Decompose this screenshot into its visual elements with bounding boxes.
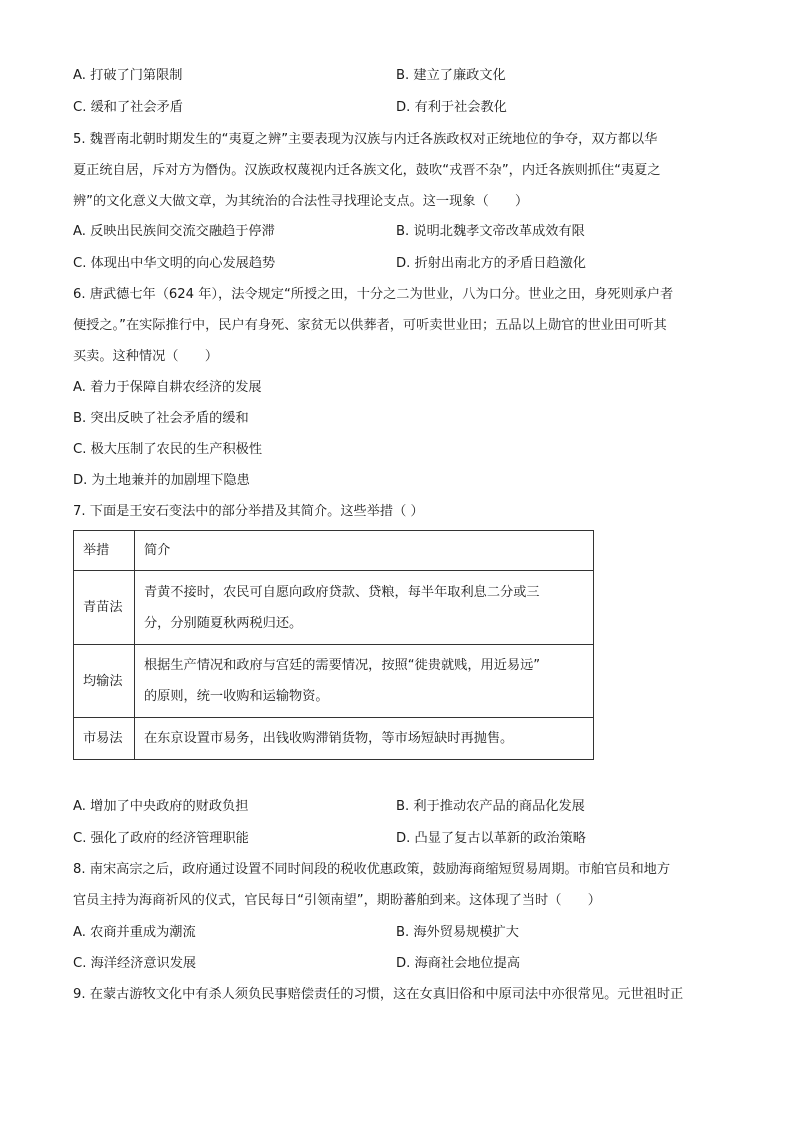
q8-option-d: D. 海商社会地位提高 [396, 956, 521, 971]
q8-stem-line: 官员主持为海商祈风的仪式，官民每日“引领南望”，期盼蕃舶到来。这体现了当时（ ） [73, 893, 601, 908]
measure-name: 青苗法 [74, 571, 135, 645]
description-line: 的原则，统一收购和运输物资。 [144, 689, 329, 704]
q5-option-c: C. 体现出中华文明的向心发展趋势 [73, 256, 276, 271]
reform-measures-table [73, 530, 594, 760]
q7-stem: 7. 下面是王安石变法中的部分举措及其简介。这些举措（ ） [73, 504, 424, 519]
q6-option-b: B. 突出反映了社会矛盾的缓和 [73, 411, 249, 426]
table-row [74, 571, 594, 645]
description-line: 根据生产情况和政府与宫廷的需要情况，按照“徙贵就贱，用近易远” [144, 658, 541, 673]
q4-option-a: A. 打破了门第限制 [73, 68, 183, 83]
table-header-cell: 简介 [135, 531, 594, 571]
measure-description [135, 571, 594, 645]
q7-option-a: A. 增加了中央政府的财政负担 [73, 799, 249, 814]
q6-stem-line: 便授之。”在实际推行中，民户有身死、家贫无以供葬者，可听卖世业田；五品以上勋官的世业田可听其 [73, 318, 667, 333]
q5-option-a: A. 反映出民族间交流交融趋于停滞 [73, 224, 275, 239]
q6-option-a: A. 着力于保障自耕农经济的发展 [73, 380, 262, 395]
q5-option-b: B. 说明北魏孝文帝改革成效有限 [396, 224, 585, 239]
measure-name: 市易法 [74, 718, 135, 760]
q9-stem-line: 9. 在蒙古游牧文化中有杀人须负民事赔偿责任的习惯，这在女真旧俗和中原司法中亦很常见。元世祖时正 [73, 987, 684, 1002]
q6-option-c: C. 极大压制了农民的生产积极性 [73, 442, 263, 457]
measure-description [135, 718, 594, 760]
description-line: 在东京设置市易务，出钱收购滞销货物，等市场短缺时再抛售。 [144, 731, 514, 746]
q7-option-b: B. 利于推动农产品的商品化发展 [396, 799, 585, 814]
description-line: 分，分别随夏秋两税归还。 [144, 615, 303, 631]
q4-option-d: D. 有利于社会教化 [396, 100, 507, 115]
table-header-cell: 举措 [74, 531, 135, 571]
q8-option-b: B. 海外贸易规模扩大 [396, 925, 519, 940]
q7-option-c: C. 强化了政府的经济管理职能 [73, 831, 249, 846]
table-header-row [74, 531, 594, 571]
measure-name: 均输法 [74, 645, 135, 718]
q6-stem-line: 6. 唐武德七年（624 年），法令规定“所授之田，十分之二为世业，八为口分。世业之田，身死则承户者 [73, 287, 674, 302]
table-row [74, 645, 594, 718]
q5-stem-line: 夏正统自居，斥对方为僭伪。汉族政权蔑视内迁各族文化，鼓吹“戎晋不杂”，内迁各族则抓住“夷夏之 [73, 163, 661, 178]
measure-description [135, 645, 594, 718]
q8-option-a: A. 农商并重成为潮流 [73, 925, 196, 940]
table-row [74, 718, 594, 760]
q5-stem-line: 辨”的文化意义大做文章，为其统治的合法性寻找理论支点。这一现象（ ） [73, 194, 529, 209]
q8-stem-line: 8. 南宋高宗之后，政府通过设置不同时间段的税收优惠政策，鼓励海商缩短贸易周期。市舶官员和地方 [73, 862, 671, 877]
q8-option-c: C. 海洋经济意识发展 [73, 956, 197, 971]
q4-option-c: C. 缓和了社会矛盾 [73, 100, 183, 115]
q7-option-d: D. 凸显了复古以革新的政治策略 [396, 831, 586, 846]
q5-option-d: D. 折射出南北方的矛盾日趋激化 [396, 256, 586, 271]
q4-option-b: B. 建立了廉政文化 [396, 68, 506, 83]
q6-option-d: D. 为土地兼并的加剧埋下隐患 [73, 473, 250, 488]
q6-stem-line: 买卖。这种情况（ ） [73, 349, 219, 364]
description-line: 青黄不接时，农民可自愿向政府贷款、贷粮，每半年取利息二分或三 [144, 584, 540, 600]
q5-stem-line: 5. 魏晋南北朝时期发生的“夷夏之辨”主要表现为汉族与内迁各族政权对正统地位的争夺，双方都以华 [73, 132, 658, 147]
